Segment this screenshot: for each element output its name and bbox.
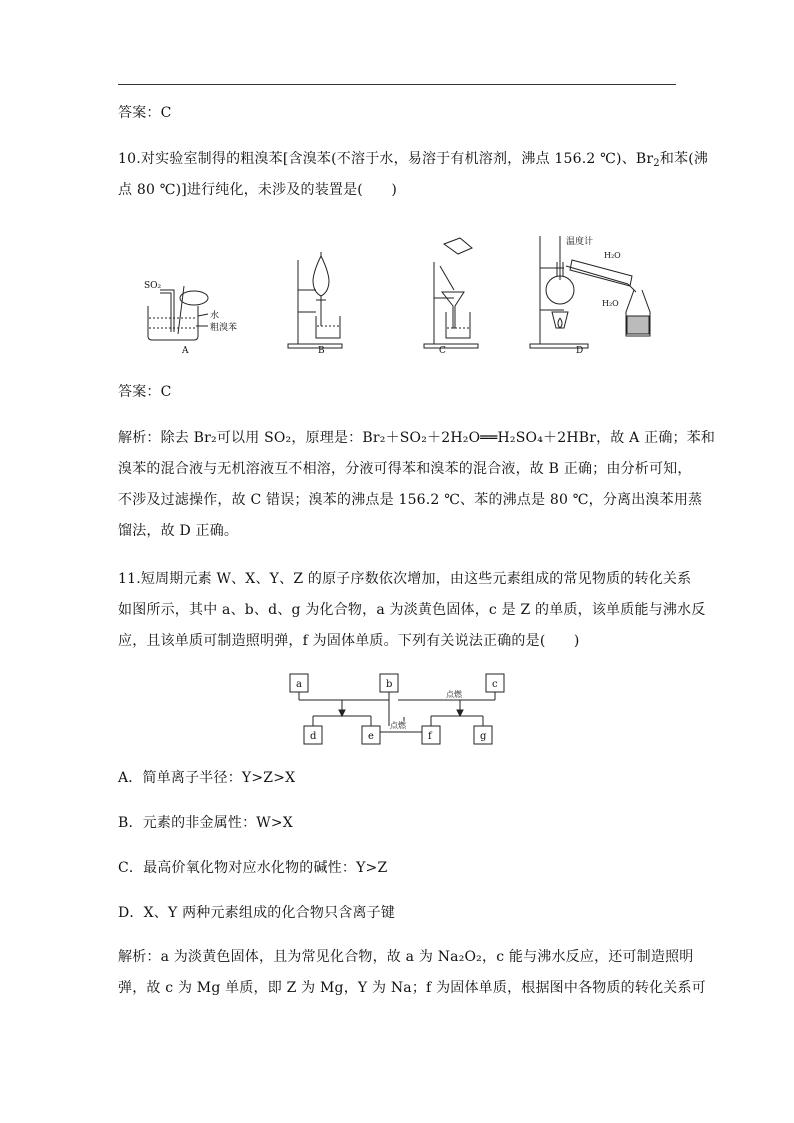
label-a: A bbox=[182, 346, 189, 356]
crude-label: 粗溴苯 bbox=[210, 323, 238, 333]
header-rule bbox=[118, 84, 676, 85]
q10-line1: 10.对实验室制得的粗溴苯[含溴苯(不溶于水，易溶于有机溶剂，沸点 156.2 ℃)、$Br_2$和苯(沸 bbox=[118, 151, 709, 169]
transformation-diagram bbox=[288, 670, 508, 748]
answer-text: 答案：C bbox=[118, 105, 172, 121]
option-b-text: B．元素的非金属性：W>X bbox=[118, 815, 293, 831]
option-a-text: A．简单离子半径：Y>Z>X bbox=[118, 770, 296, 786]
option-d bbox=[118, 898, 678, 929]
label-b: B bbox=[318, 346, 325, 356]
analysis2-line1: 解析：a 为淡黄色固体，且为常见化合物，故 a 为 Na₂O₂，c 能与沸水反应，还可制造照明 bbox=[118, 949, 694, 965]
label-f: f bbox=[428, 731, 432, 742]
option-c-text: C．最高价氧化物对应水化物的碱性：Y>Z bbox=[118, 860, 388, 876]
analysis1-line1: 解析：除去 Br₂可以用 SO₂，原理是：Br₂＋SO₂＋2H₂O══H₂SO₄＋2HBr，故 A 正确；苯和 bbox=[118, 430, 716, 446]
apparatus-a bbox=[148, 286, 208, 340]
analysis-q11 bbox=[118, 942, 706, 1004]
analysis1-line4: 馏法，故 D 正确。 bbox=[118, 523, 239, 539]
label-d: d bbox=[310, 731, 317, 742]
label-g: g bbox=[480, 731, 487, 742]
analysis-q10 bbox=[118, 423, 716, 547]
apparatus-figure bbox=[138, 228, 658, 360]
label-d: D bbox=[576, 346, 584, 356]
label-c: c bbox=[492, 679, 498, 690]
label-e: e bbox=[368, 731, 374, 742]
option-a bbox=[118, 763, 678, 794]
label-b: b bbox=[386, 679, 393, 690]
question-11 bbox=[118, 564, 706, 657]
analysis1-line3: 不涉及过滤操作，故 C 错误；溴苯的沸点是 156.2 ℃、苯的沸点是 80 ℃，分离出溴苯用蒸 bbox=[118, 492, 703, 508]
h2o-top-label: H₂O bbox=[604, 251, 621, 260]
option-b bbox=[118, 808, 678, 839]
apparatus-d bbox=[530, 236, 650, 348]
analysis2-line2: 弹，故 c 为 Mg 单质，即 Z 为 Mg，Y 为 Na；f 为固体单质，根据图中各物质的转化关系可 bbox=[118, 980, 706, 996]
ignite-label-2: 点燃 bbox=[390, 721, 406, 730]
apparatus-c bbox=[424, 238, 478, 348]
q11-line2: 如图所示，其中 a、b、d、g 为化合物，a 为淡黄色固体，c 是 Z 的单质，该单质能与沸水反 bbox=[118, 602, 706, 618]
q10-line2: 点 80 ℃)]进行纯化，未涉及的装置是( ) bbox=[118, 182, 398, 198]
q11-line3: 应，且该单质可制造照明弹，f 为固体单质。下列有关说法正确的是( ) bbox=[118, 633, 580, 649]
answer-q10 bbox=[118, 377, 678, 408]
h2o-bottom-label: H₂O bbox=[602, 299, 619, 308]
label-c: C bbox=[439, 346, 446, 356]
answer-q9 bbox=[118, 98, 678, 129]
label-a: a bbox=[296, 679, 302, 690]
apparatus-b bbox=[288, 252, 342, 348]
option-c bbox=[118, 853, 678, 884]
question-10 bbox=[118, 144, 709, 206]
water-label: 水 bbox=[210, 311, 220, 321]
option-d-text: D．X、Y 两种元素组成的化合物只含离子键 bbox=[118, 905, 396, 921]
thermometer-label: 温度计 bbox=[566, 237, 594, 247]
q11-line1: 11.短周期元素 W、X、Y、Z 的原子序数依次增加，由这些元素组成的常见物质的转化关系 bbox=[118, 571, 692, 587]
answer-text: 答案：C bbox=[118, 384, 172, 400]
so2-label: SO₂ bbox=[144, 281, 162, 291]
ignite-label-1: 点燃 bbox=[446, 690, 462, 699]
analysis1-line2: 溴苯的混合液与无机溶液互不相溶，分液可得苯和溴苯的混合液，故 B 正确；由分析可知， bbox=[118, 461, 692, 477]
